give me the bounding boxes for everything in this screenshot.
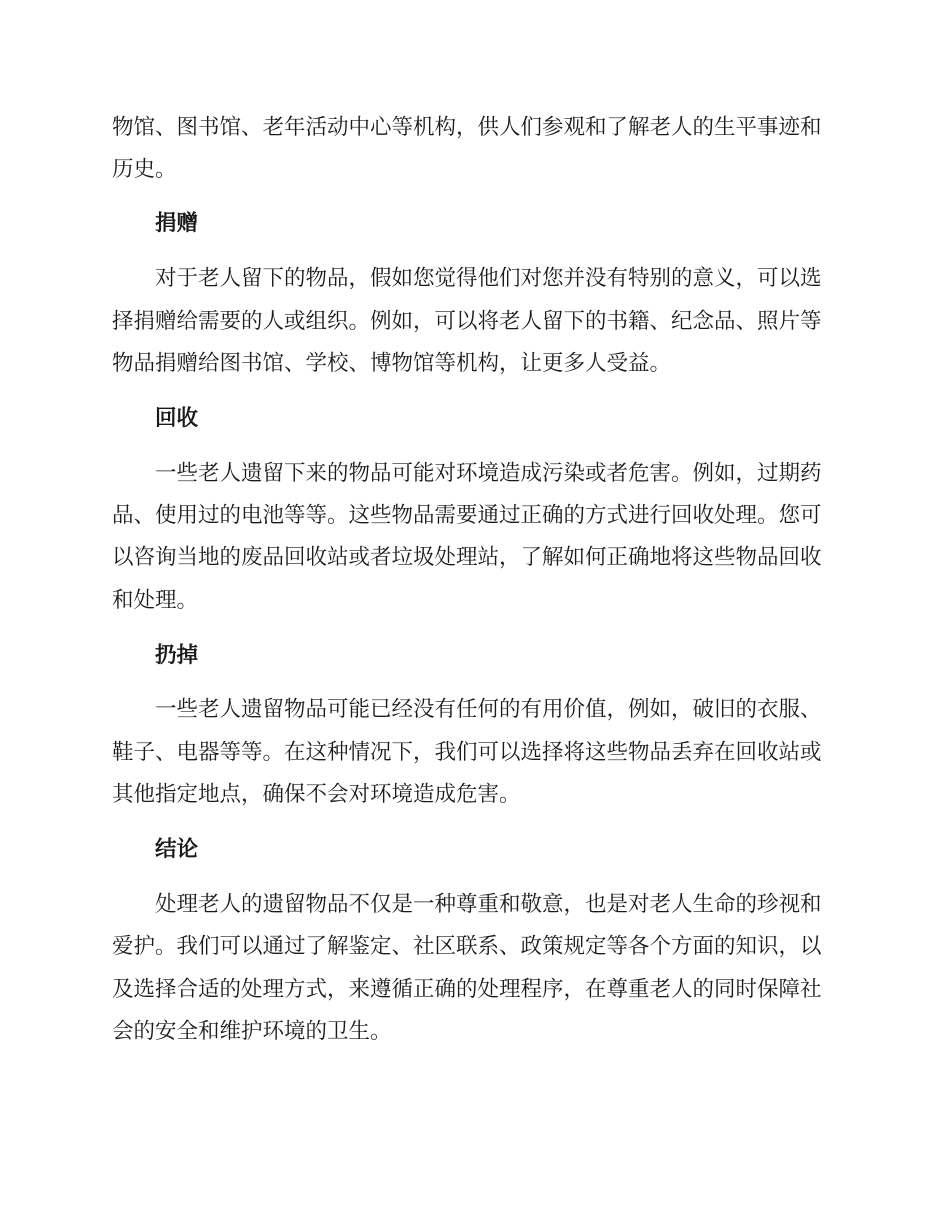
paragraph-line: 和处理。 bbox=[112, 588, 199, 613]
paragraph-line: 品、使用过的电池等等。这些物品需要通过正确的方式进行回收处理。您可 bbox=[112, 503, 822, 528]
section-heading-recycle: 回收 bbox=[155, 406, 199, 431]
paragraph-line: 处理老人的遗留物品不仅是一种尊重和敬意，也是对老人生命的珍视和 bbox=[155, 892, 822, 917]
paragraph-line: 一些老人遗留物品可能已经没有任何的有用价值，例如，破旧的衣服、 bbox=[155, 697, 822, 722]
paragraph-line: 物馆、图书馆、老年活动中心等机构，供人们参观和了解老人的生平事迹和 bbox=[112, 115, 822, 140]
section-heading-conclusion: 结论 bbox=[155, 837, 199, 862]
paragraph-line: 爱护。我们可以通过了解鉴定、社区联系、政策规定等各个方面的知识，以 bbox=[112, 934, 822, 959]
paragraph-line: 一些老人遗留下来的物品可能对环境造成污染或者危害。例如，过期药 bbox=[155, 461, 822, 486]
paragraph-line: 对于老人留下的物品，假如您觉得他们对您并没有特别的意义，可以选 bbox=[155, 266, 822, 291]
section-heading-donate: 捐赠 bbox=[155, 211, 199, 236]
paragraph-line: 会的安全和维护环境的卫生。 bbox=[112, 1019, 392, 1044]
paragraph-line: 择捐赠给需要的人或组织。例如，可以将老人留下的书籍、纪念品、照片等 bbox=[112, 309, 822, 334]
section-heading-discard: 扔掉 bbox=[155, 643, 199, 668]
paragraph-line: 其他指定地点，确保不会对环境造成危害。 bbox=[112, 782, 521, 807]
paragraph-line: 及选择合适的处理方式，来遵循正确的处理程序，在尊重老人的同时保障社 bbox=[112, 977, 822, 1002]
paragraph-line: 鞋子、电器等等。在这种情况下，我们可以选择将这些物品丢弃在回收站或 bbox=[112, 740, 822, 765]
paragraph-line: 以咨询当地的废品回收站或者垃圾处理站，了解如何正确地将这些物品回收 bbox=[112, 545, 822, 570]
paragraph-line: 物品捐赠给图书馆、学校、博物馆等机构，让更多人受益。 bbox=[112, 351, 672, 376]
paragraph-line: 历史。 bbox=[112, 157, 177, 182]
